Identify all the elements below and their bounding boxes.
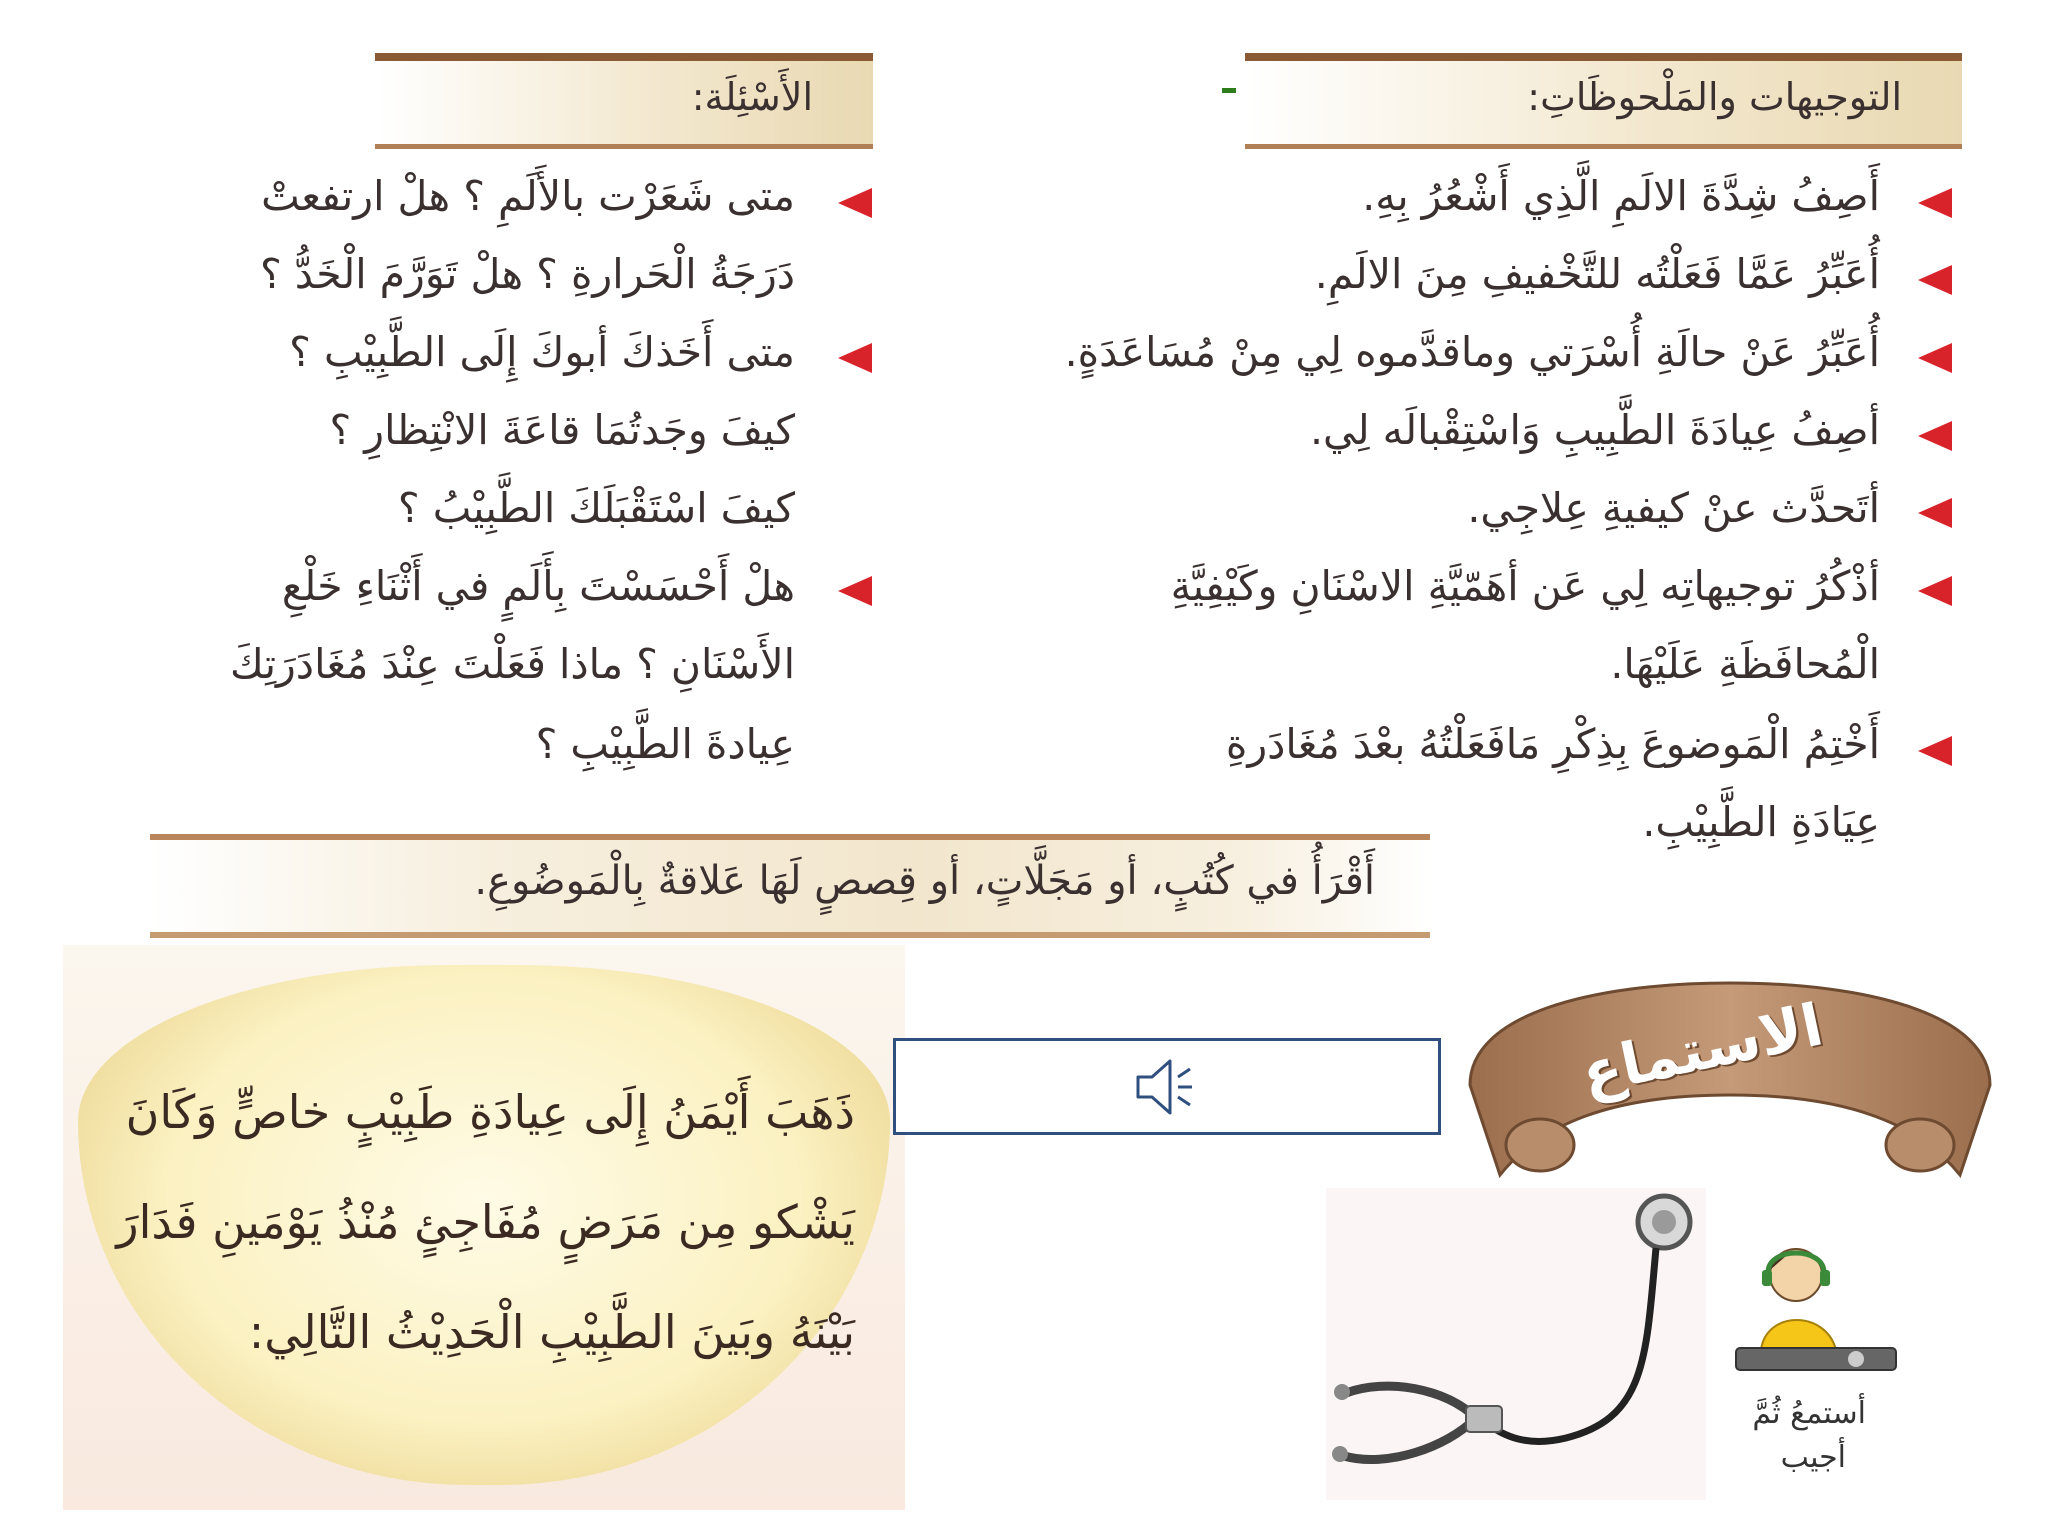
- questions-header-title: الأَسْئِلَة:: [691, 75, 813, 119]
- question-line: الأَسْنَانِ ؟ ماذا فَعَلْتَ عِنْدَ مُغَادَرَتِكَ: [230, 640, 795, 688]
- guideline-line: أَخْتِمُ الْمَوضوعَ بِذِكْرِ مَافَعَلْتُهُ بعْدَ مُغَادَرةِ: [1225, 720, 1880, 768]
- red-arrow-bullet-icon: [1918, 188, 1952, 218]
- guideline-line: عِيَادَةِ الطَّبِيْبِ.: [1642, 798, 1880, 846]
- guideline-line: أصِفُ عِيادَةَ الطَّبِيبِ وَاسْتِقْبالَه لِي.: [1309, 406, 1880, 454]
- guideline-line: أذْكُرُ توجيهاتِه لِي عَن أهَمّيَّةِ الاسْنَانِ وكَيْفِيَّةِ: [1170, 562, 1880, 610]
- guideline-line: الْمُحافَظَةِ عَلَيْهَا.: [1610, 640, 1880, 688]
- scroll-title: الاستماع: [1575, 990, 1829, 1108]
- question-line: هلْ أَحْسَسْتَ بِأَلَمٍ في أَثْنَاءِ خَلْعِ: [281, 562, 795, 610]
- question-line: متى شَعَرْت بالأَلَمِ ؟ هلْ ارتفعتْ: [261, 172, 795, 220]
- red-arrow-bullet-icon: [838, 188, 872, 218]
- red-arrow-bullet-icon: [838, 343, 872, 373]
- audio-player[interactable]: [893, 1038, 1441, 1135]
- question-line: متى أَخَذكَ أبوكَ إِلَى الطَّبِيْبِ ؟: [289, 328, 795, 376]
- guideline-line: أتَحدَّث عنْ كيفيةِ عِلاجِي.: [1467, 484, 1880, 532]
- red-arrow-bullet-icon: [1918, 421, 1952, 451]
- red-arrow-bullet-icon: [1918, 576, 1952, 606]
- red-arrow-bullet-icon: [1918, 736, 1952, 766]
- boy-headphones-icon: [1706, 1230, 1906, 1390]
- guideline-line: أُعَبِّرُ عَمَّا فَعَلْتُه للتَّخْفيفِ مِنَ الالَمِ.: [1314, 250, 1880, 298]
- story-box: [63, 945, 905, 1510]
- listen-caption-line: أجيب: [1780, 1440, 1846, 1475]
- question-line: عِيادةَ الطَّبِيْبِ ؟: [535, 720, 795, 768]
- green-dash-mark: [1222, 88, 1236, 93]
- red-arrow-bullet-icon: [1918, 343, 1952, 373]
- listening-scroll-banner: [1450, 975, 2010, 1195]
- question-line: دَرَجَةُ الْحَرارةِ ؟ هلْ تَوَرَّمَ الْخَدُّ ؟: [259, 250, 795, 298]
- story-line: يَشْكو مِن مَرَضٍ مُفَاجِئٍ مُنْذُ يَوْمَينِ فَدَارَ: [116, 1195, 855, 1249]
- red-arrow-bullet-icon: [838, 576, 872, 606]
- listen-caption-line: أستمعُ ثُمَّ: [1752, 1396, 1866, 1431]
- reading-suggestion-text: أَقْرَأُ في كُتُبٍ، أو مَجَلَّاتٍ، أو قِصصٍ لَهَا عَلاقةٌ بِالْمَوضُوعِ.: [474, 858, 1375, 904]
- question-line: كيفَ وجَدتُمَا قاعَةَ الانْتِظارِ ؟: [329, 406, 795, 454]
- question-line: كيفَ اسْتَقْبَلَكَ الطَّبِيْبُ ؟: [397, 484, 795, 532]
- questions-header-banner: [375, 53, 873, 149]
- guideline-line: أَصِفُ شِدَّةَ الالَمِ الَّذِي أَشْعُرُ بِهِ.: [1362, 172, 1880, 220]
- red-arrow-bullet-icon: [1918, 498, 1952, 528]
- speaker-icon[interactable]: [1128, 1047, 1208, 1127]
- story-line: بَيْنَهُ وبَينَ الطَّبِيْبِ الْحَدِيْثُ التَّالِي:: [248, 1305, 855, 1359]
- stethoscope-image: [1326, 1188, 1706, 1500]
- guidelines-header-title: التوجيهات والمَلْحوظَاتِ:: [1527, 75, 1902, 119]
- guideline-line: أُعَبِّرُ عَنْ حالَةِ أُسْرَتي وماقدَّموه لِي مِنْ مُسَاعَدَةٍ.: [1064, 328, 1880, 376]
- guidelines-header-banner: [1245, 53, 1962, 149]
- red-arrow-bullet-icon: [1918, 265, 1952, 295]
- stethoscope-icon: [1326, 1188, 1706, 1500]
- reading-suggestion-bar: [150, 834, 1430, 938]
- listening-boy-image: [1706, 1230, 1906, 1500]
- story-line: ذَهَبَ أَيْمَنُ إِلَى عِيادَةِ طَبِيْبٍ خاصٍّ وَكَانَ: [125, 1085, 855, 1139]
